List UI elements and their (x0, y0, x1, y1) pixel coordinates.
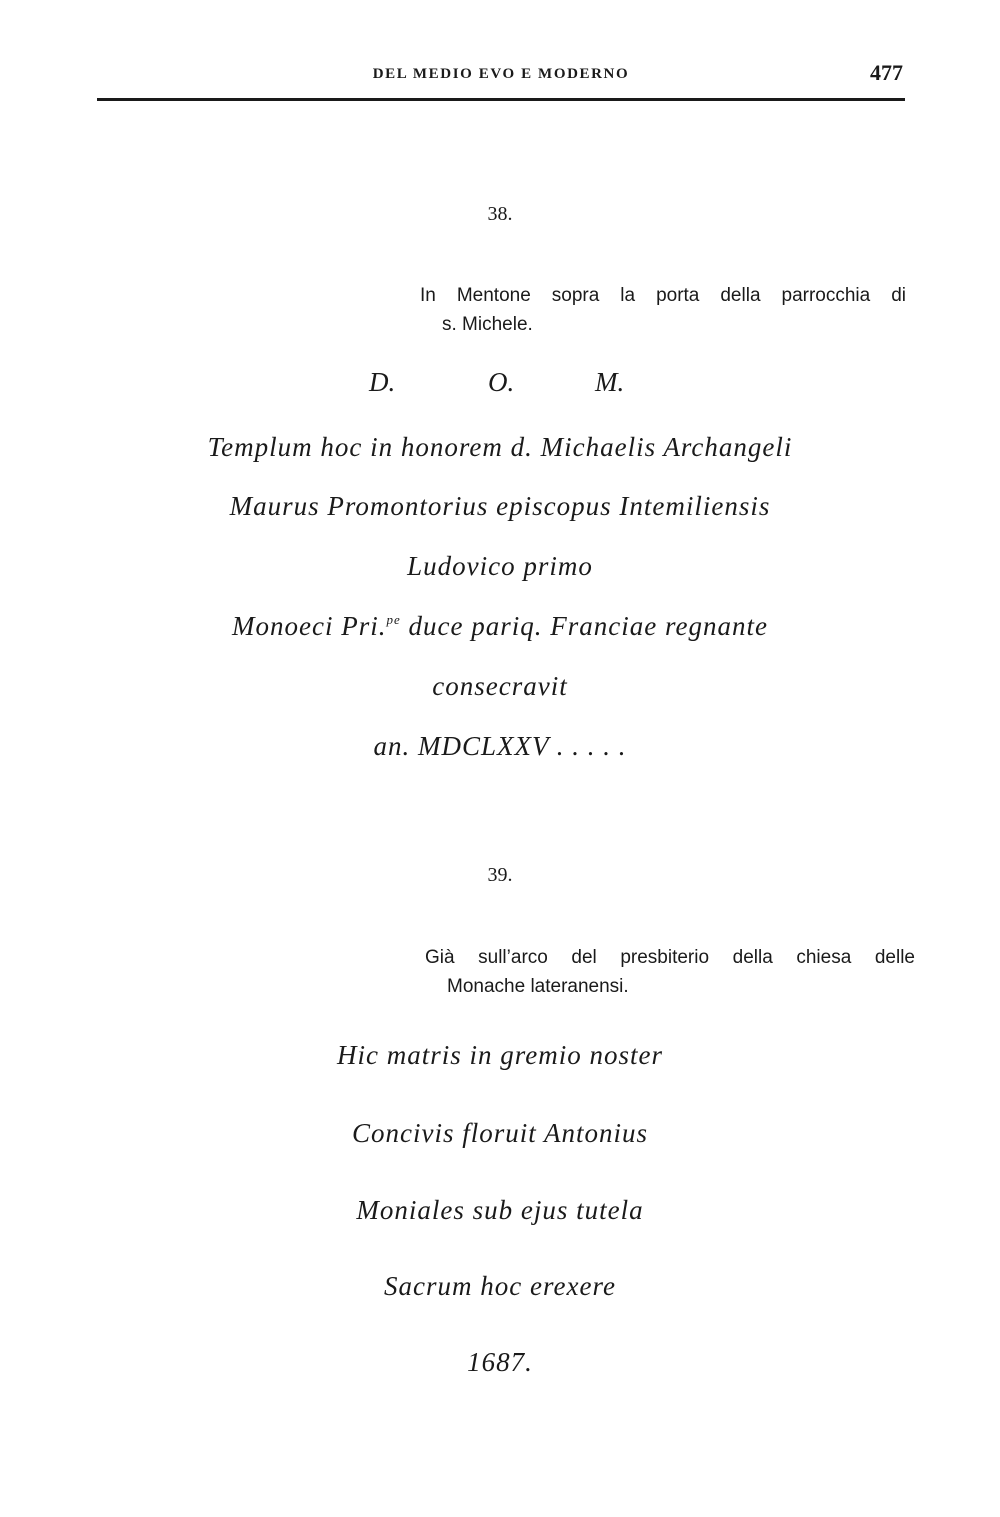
inscription-text: Monoeci Pri. (232, 611, 387, 641)
dom-letter-m: M. (595, 367, 625, 397)
inscription-line: Templum hoc in honorem d. Michaelis Archangeli (207, 432, 793, 462)
dom-letter-o: O. (488, 367, 515, 397)
page-number: 477 (870, 60, 903, 85)
inscription-line: Hic matris in gremio noster (337, 1040, 663, 1070)
entry-number-39: 39. (487, 864, 513, 886)
running-head (97, 58, 905, 92)
entry-39-caption-line-2: Monache lateranensi. (447, 976, 629, 997)
entry-number-38: 38. (487, 203, 513, 225)
entry-39-caption (425, 943, 915, 1001)
inscription-line: an. MDCLXXV . . . . . (373, 731, 627, 761)
inscription-line: Moniales sub ejus tutela (356, 1195, 644, 1225)
inscription-line: Concivis floruit Antonius (351, 1118, 648, 1148)
entry-38-caption-line-1: In Mentone sopra la porta della parrocchia di (420, 285, 906, 306)
inscription-line: Ludovico primo (407, 551, 593, 581)
abbreviation-superscript: pe (386, 612, 401, 627)
inscription-year: 1687. (467, 1347, 533, 1377)
running-title: DEL MEDIO EVO E MODERNO (372, 66, 630, 82)
inscription-line: Maurus Promontorius episcopus Intemiliensis (229, 491, 771, 521)
inscription-line-monoeci (0, 611, 1000, 642)
entry-38-caption (420, 281, 906, 339)
header-rule (97, 98, 905, 101)
dom-letter-d: D. (369, 367, 396, 397)
inscription-line: consecravit (432, 671, 568, 701)
inscription-line: Sacrum hoc erexere (384, 1271, 616, 1301)
entry-38-caption-line-2: s. Michele. (442, 314, 533, 335)
entry-39-caption-line-1: Già sull’arco del presbiterio della chiesa delle (425, 947, 915, 968)
inscription-text: duce pariq. Franciae regnante (400, 611, 768, 641)
